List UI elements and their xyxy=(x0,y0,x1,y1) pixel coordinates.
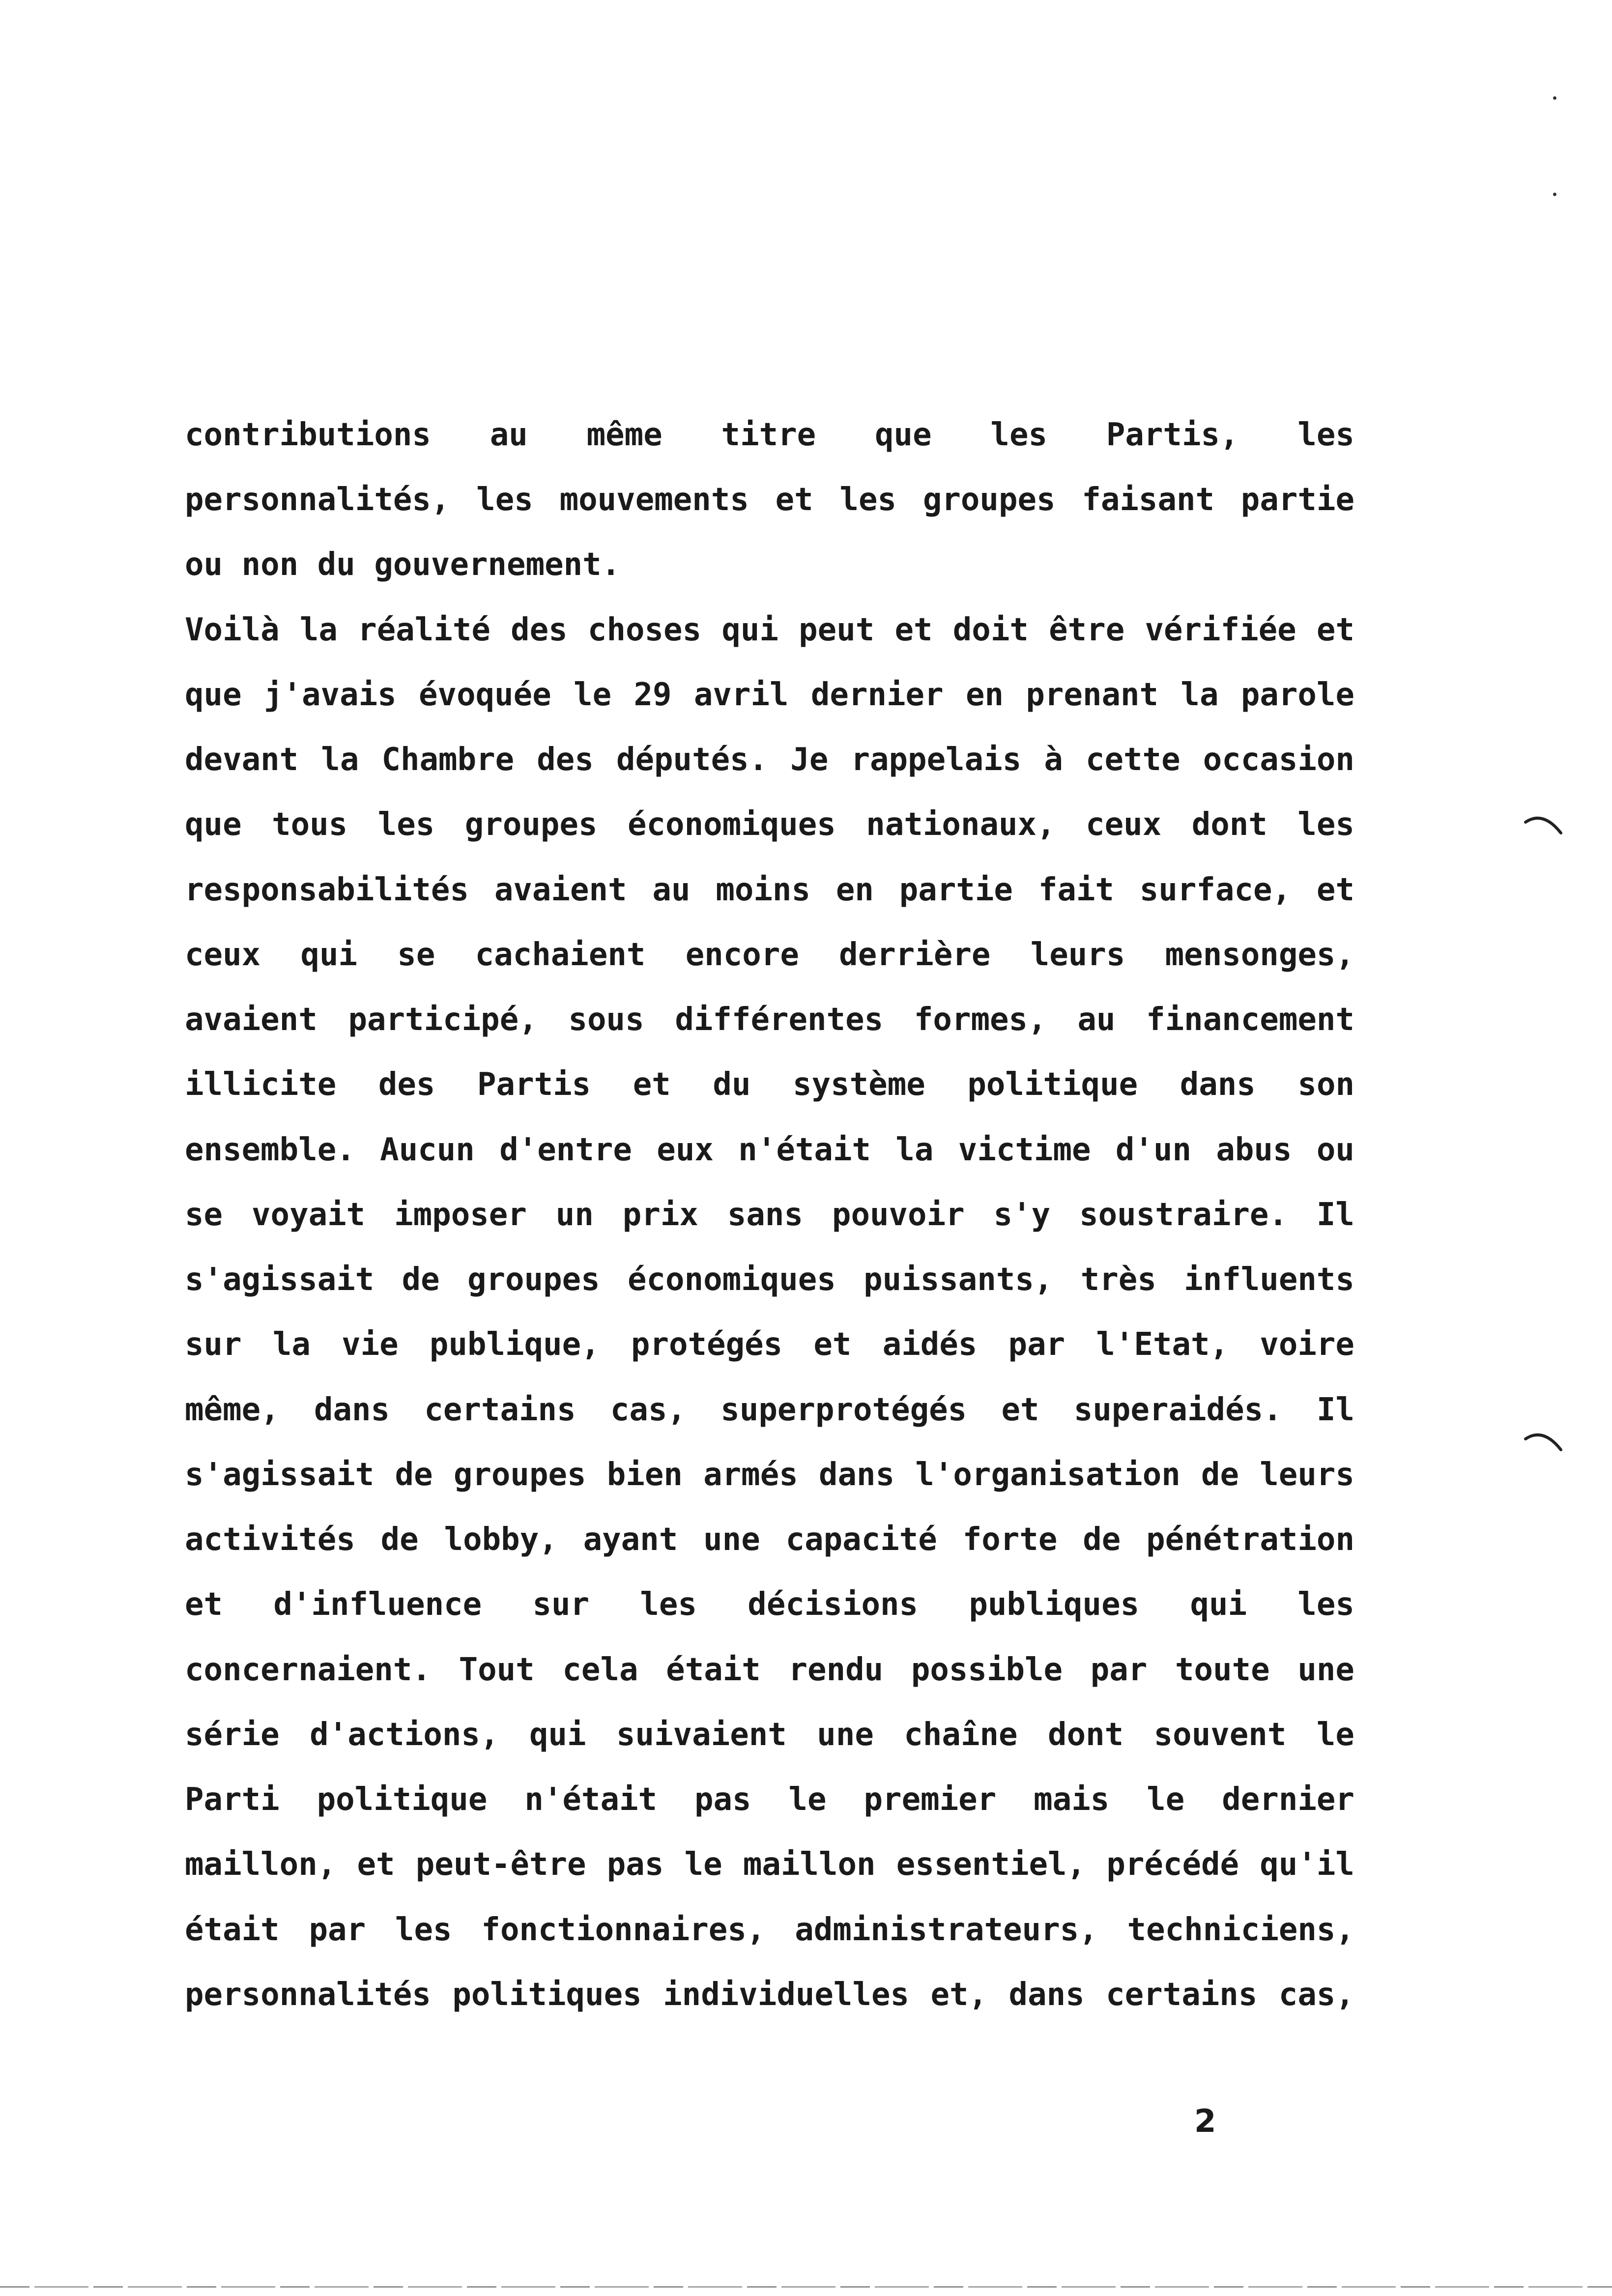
word: que xyxy=(185,806,242,843)
text-line xyxy=(185,1845,1354,1910)
word: du xyxy=(713,1066,751,1103)
word: personnalités xyxy=(185,1977,431,2013)
word: et xyxy=(775,482,813,518)
word: d'un xyxy=(1115,1132,1191,1168)
page-number: 2 xyxy=(1194,2103,1216,2140)
word: même, xyxy=(185,1392,280,1428)
word: réalité xyxy=(358,612,490,648)
word: des xyxy=(378,1066,435,1103)
word: Parti xyxy=(185,1781,280,1818)
word: cachaient xyxy=(475,937,646,973)
word: au xyxy=(652,872,691,908)
word: les xyxy=(395,1912,452,1948)
word: prenant xyxy=(1026,677,1159,713)
text-line xyxy=(185,1000,1354,1065)
word: pouvoir xyxy=(832,1197,965,1233)
word: les xyxy=(1297,417,1354,453)
word: par xyxy=(309,1912,366,1948)
word: certains xyxy=(1106,1977,1258,2013)
text-line xyxy=(185,1715,1354,1780)
word: les xyxy=(990,417,1047,453)
word: occasion xyxy=(1203,742,1354,778)
word: de xyxy=(380,1521,419,1558)
word: moins xyxy=(716,872,810,908)
word: Partis, xyxy=(1106,417,1239,453)
word: n'était xyxy=(524,1781,658,1818)
word: devant xyxy=(185,742,299,778)
word: des xyxy=(537,742,594,778)
word: suivaient xyxy=(616,1717,787,1753)
word: qui xyxy=(721,612,778,648)
word: contributions xyxy=(185,417,431,453)
word: ou xyxy=(1316,1132,1354,1168)
word: chaîne xyxy=(904,1717,1018,1753)
word: publique, xyxy=(429,1326,600,1363)
word: les xyxy=(839,482,897,518)
word: en xyxy=(965,677,1004,713)
word: responsabilités xyxy=(185,872,469,908)
word: le xyxy=(1147,1781,1185,1818)
word: capacité xyxy=(785,1521,937,1558)
word: publiques xyxy=(969,1586,1140,1623)
word: imposer xyxy=(394,1197,527,1233)
word: d'influence xyxy=(273,1586,482,1623)
word: leurs xyxy=(1260,1457,1354,1493)
word: l'organisation xyxy=(915,1457,1180,1493)
word: peut-être xyxy=(415,1846,586,1883)
word: économiques xyxy=(627,1262,836,1298)
word: dans xyxy=(314,1392,390,1428)
word: pas xyxy=(694,1781,751,1818)
word: précédé xyxy=(1106,1846,1239,1883)
word: 29 xyxy=(633,677,672,713)
word: s'y xyxy=(993,1197,1051,1233)
word: essentiel, xyxy=(896,1846,1086,1883)
word: pénétration xyxy=(1146,1521,1354,1558)
word: dont xyxy=(1048,1717,1124,1753)
word: cette xyxy=(1085,742,1180,778)
word: qui xyxy=(529,1717,586,1753)
word: ensemble. xyxy=(185,1132,355,1168)
word: d'actions, xyxy=(310,1717,499,1753)
word: Il xyxy=(1316,1392,1354,1428)
word: armés xyxy=(703,1457,798,1493)
word: eux xyxy=(657,1132,714,1168)
word: sous xyxy=(568,1002,644,1038)
word: avril xyxy=(693,677,789,713)
word: au xyxy=(489,417,528,453)
word: formes, xyxy=(914,1002,1047,1038)
word: qu'il xyxy=(1260,1846,1354,1883)
word: partie xyxy=(1240,482,1354,518)
word: le xyxy=(574,677,612,713)
word: Aucun xyxy=(380,1132,475,1168)
word: des xyxy=(511,612,568,648)
word: victime xyxy=(958,1132,1091,1168)
word: et, xyxy=(930,1977,988,2013)
word: ceux xyxy=(1086,806,1162,843)
word: dans xyxy=(1008,1977,1085,2013)
word: peut xyxy=(799,612,875,648)
word: illicite xyxy=(185,1066,337,1103)
word: encore xyxy=(685,937,799,973)
text-line xyxy=(185,1130,1354,1195)
text-line xyxy=(185,1520,1354,1585)
word: Chambre xyxy=(381,742,515,778)
word: au xyxy=(1077,1002,1116,1038)
word: une xyxy=(1297,1652,1354,1688)
word: cela xyxy=(562,1652,638,1688)
word: décisions xyxy=(748,1586,919,1623)
word: que xyxy=(185,677,242,713)
scan-speck xyxy=(1553,193,1556,196)
word: possible xyxy=(911,1652,1063,1688)
word: Tout xyxy=(459,1652,535,1688)
word: maillon, xyxy=(185,1846,337,1883)
word: techniciens, xyxy=(1127,1912,1354,1948)
word: était xyxy=(666,1652,761,1688)
word: les xyxy=(640,1586,697,1623)
word: Je xyxy=(790,742,829,778)
word: rappelais xyxy=(851,742,1022,778)
word: députés. xyxy=(616,742,768,778)
word: qui xyxy=(300,937,357,973)
text-line xyxy=(185,740,1354,805)
word: vie xyxy=(342,1326,399,1363)
word: le xyxy=(788,1781,827,1818)
word: s'agissait xyxy=(185,1262,374,1298)
word: n'était xyxy=(738,1132,871,1168)
word: de xyxy=(1083,1521,1121,1558)
word: à xyxy=(1044,742,1063,778)
word: faisant xyxy=(1082,482,1215,518)
word: que xyxy=(875,417,932,453)
word: rendu xyxy=(788,1652,884,1688)
text-line xyxy=(185,870,1354,935)
word: et xyxy=(1316,872,1354,908)
word: et xyxy=(813,1326,852,1363)
word: mais xyxy=(1034,1781,1110,1818)
text-line xyxy=(185,935,1354,1000)
word: mouvements xyxy=(559,482,749,518)
word: choses xyxy=(587,612,702,648)
text-line xyxy=(185,1780,1354,1845)
word: administrateurs, xyxy=(795,1912,1098,1948)
word: sur xyxy=(185,1326,242,1363)
word: par xyxy=(1008,1326,1065,1363)
word: de xyxy=(402,1262,440,1298)
word: fait xyxy=(1038,872,1114,908)
word: Partis xyxy=(477,1066,591,1103)
word: et xyxy=(357,1846,395,1883)
word: d'entre xyxy=(499,1132,632,1168)
text-line xyxy=(185,1455,1354,1520)
word: économiques xyxy=(627,806,836,843)
word: groupes xyxy=(464,806,598,843)
word: être xyxy=(1049,612,1125,648)
word: groupes xyxy=(467,1262,600,1298)
word: activités xyxy=(185,1521,355,1558)
text-line xyxy=(185,1260,1354,1325)
word: doit xyxy=(952,612,1029,648)
word: sur xyxy=(532,1586,590,1623)
scan-edge-line xyxy=(0,2286,1612,2288)
word: tous xyxy=(272,806,348,843)
text-line xyxy=(185,805,1354,870)
word: l'Etat, xyxy=(1096,1326,1229,1363)
text-line xyxy=(185,1650,1354,1715)
word: Voilà xyxy=(185,612,280,648)
word: et xyxy=(1001,1392,1039,1428)
margin-bracket-mark xyxy=(1524,1430,1563,1460)
word: une xyxy=(703,1521,760,1558)
word: voyait xyxy=(252,1197,366,1233)
word: concernaient. xyxy=(185,1652,431,1688)
word: toute xyxy=(1175,1652,1270,1688)
word: pas xyxy=(606,1846,664,1883)
text-line xyxy=(185,415,1354,480)
word: ceux xyxy=(185,937,261,973)
word: les xyxy=(1297,806,1354,843)
word: voire xyxy=(1260,1326,1354,1363)
word: système xyxy=(793,1066,925,1103)
text-line xyxy=(185,1065,1354,1130)
text-line xyxy=(185,1325,1354,1390)
word: se xyxy=(185,1197,223,1233)
word: premier xyxy=(864,1781,997,1818)
word: et xyxy=(633,1066,671,1103)
word: la xyxy=(895,1132,934,1168)
word: un xyxy=(555,1197,594,1233)
word: forte xyxy=(962,1521,1058,1558)
word: avaient xyxy=(185,1002,317,1038)
text-line xyxy=(185,1975,1354,2040)
word: personnalités, xyxy=(185,482,450,518)
word: dans xyxy=(1180,1066,1256,1103)
word: ayant xyxy=(583,1521,678,1558)
word: soustraire. xyxy=(1079,1197,1288,1233)
word: était xyxy=(185,1912,280,1948)
word: même xyxy=(586,417,662,453)
word: titre xyxy=(721,417,816,453)
word: série xyxy=(185,1717,280,1753)
word: la xyxy=(321,742,359,778)
word: certains xyxy=(424,1392,576,1428)
word: politiques xyxy=(452,1977,642,2013)
word: les xyxy=(476,482,533,518)
word: financement xyxy=(1146,1002,1354,1038)
word: superaidés. xyxy=(1073,1392,1282,1428)
word: cas, xyxy=(1278,1977,1354,2013)
word: individuelles xyxy=(663,1977,910,2013)
word: surface, xyxy=(1139,872,1292,908)
word: et xyxy=(1316,612,1354,648)
word: nationaux, xyxy=(866,806,1056,843)
text-line xyxy=(185,1195,1354,1260)
word: de xyxy=(395,1457,433,1493)
word: très xyxy=(1080,1262,1156,1298)
word: en xyxy=(835,872,874,908)
word: les xyxy=(377,806,435,843)
word: groupes xyxy=(453,1457,586,1493)
word: de xyxy=(1201,1457,1239,1493)
word: et xyxy=(894,612,933,648)
word: maillon xyxy=(743,1846,876,1883)
word: influents xyxy=(1184,1262,1354,1298)
text-line xyxy=(185,1585,1354,1650)
word: partie xyxy=(899,872,1013,908)
text-line xyxy=(185,610,1354,675)
word: Il xyxy=(1316,1197,1354,1233)
text-line xyxy=(185,1390,1354,1455)
word: souvent xyxy=(1153,1717,1287,1753)
word: s'agissait xyxy=(185,1457,374,1493)
word: j'avais xyxy=(263,677,397,713)
word: se xyxy=(397,937,435,973)
word: les xyxy=(1297,1586,1354,1623)
word: la xyxy=(299,612,338,648)
word: derrière xyxy=(839,937,991,973)
word: aidés xyxy=(882,1326,978,1363)
word: par xyxy=(1090,1652,1148,1688)
word: abus xyxy=(1216,1132,1292,1168)
word: mensonges, xyxy=(1165,937,1354,973)
word: vérifiée xyxy=(1145,612,1296,648)
word: dernier xyxy=(810,677,944,713)
word: la xyxy=(272,1326,311,1363)
word: et xyxy=(185,1586,223,1623)
word: son xyxy=(1297,1066,1354,1103)
word: cas, xyxy=(610,1392,686,1428)
word: prix xyxy=(622,1197,698,1233)
word: groupes xyxy=(922,482,1056,518)
word: participé, xyxy=(348,1002,538,1038)
word: fonctionnaires, xyxy=(481,1912,766,1948)
word: puissants, xyxy=(864,1262,1053,1298)
word: la xyxy=(1180,677,1219,713)
text-line xyxy=(185,480,1354,545)
scan-speck xyxy=(1553,96,1556,100)
text-line xyxy=(185,675,1354,740)
word: superprotégés xyxy=(720,1392,967,1428)
word: une xyxy=(817,1717,874,1753)
word: dont xyxy=(1191,806,1267,843)
word: politique xyxy=(317,1781,488,1818)
text-line: ou non du gouvernement. xyxy=(185,546,621,583)
word: dans xyxy=(818,1457,895,1493)
word: le xyxy=(684,1846,722,1883)
word: bien xyxy=(606,1457,683,1493)
word: différentes xyxy=(675,1002,884,1038)
word: sans xyxy=(727,1197,803,1233)
word: lobby, xyxy=(444,1521,558,1558)
word: le xyxy=(1316,1717,1354,1753)
word: dernier xyxy=(1222,1781,1354,1818)
word: qui xyxy=(1190,1586,1247,1623)
text-line xyxy=(185,1910,1354,1975)
word: politique xyxy=(967,1066,1138,1103)
word: protégés xyxy=(631,1326,783,1363)
word: leurs xyxy=(1030,937,1125,973)
word: parole xyxy=(1240,677,1354,713)
word: avaient xyxy=(494,872,627,908)
word: évoquée xyxy=(419,677,551,713)
margin-bracket-mark xyxy=(1524,813,1563,843)
